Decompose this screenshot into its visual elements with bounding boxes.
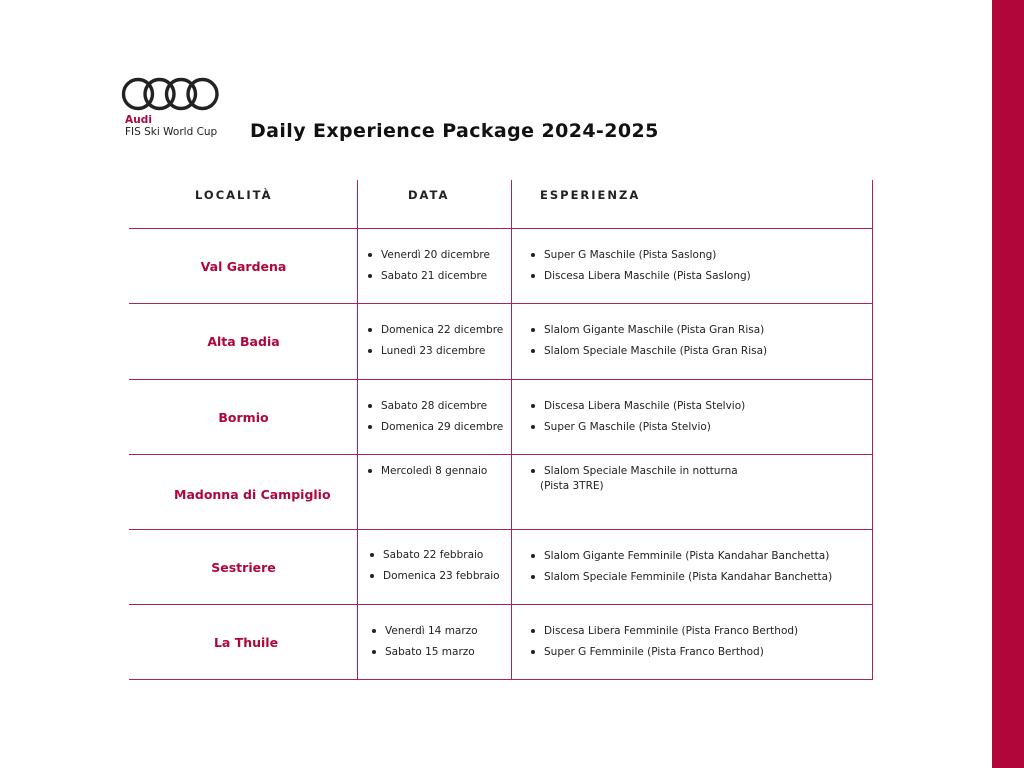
logo-event: FIS Ski World Cup: [125, 126, 218, 138]
experience-table: [129, 180, 873, 680]
column-header-date: DATA: [408, 188, 450, 202]
experience-list: [531, 249, 751, 291]
experience-list: [531, 465, 738, 493]
date-list: [370, 549, 500, 591]
experience-item: Slalom Gigante Maschile (Pista Gran Risa): [531, 324, 767, 345]
experience-item: Discesa Libera Maschile (Pista Saslong): [531, 270, 751, 291]
location-name: Alta Badia: [207, 334, 280, 349]
experience-item: Super G Maschile (Pista Stelvio): [531, 421, 745, 442]
page-title: Daily Experience Package 2024-2025: [250, 120, 659, 142]
experience-item: Slalom Gigante Femminile (Pista Kandahar Banchetta): [531, 550, 832, 571]
date-item: Sabato 21 dicembre: [368, 270, 490, 291]
experience-list: [531, 324, 767, 366]
experience-item: Super G Femminile (Pista Franco Berthod): [531, 646, 798, 667]
column-header-experience: ESPERIENZA: [540, 188, 641, 202]
location-name: La Thuile: [213, 635, 279, 650]
date-item: Venerdì 14 marzo: [372, 625, 478, 646]
date-item: Venerdì 20 dicembre: [368, 249, 490, 270]
experience-item: Slalom Speciale Maschile (Pista Gran Risa): [531, 345, 767, 366]
logo-brand: Audi: [125, 114, 153, 126]
side-accent-bar: [992, 0, 1024, 768]
date-list: [368, 465, 487, 486]
experience-list: [531, 400, 745, 442]
location-name: Val Gardena: [200, 259, 287, 274]
date-item: Domenica 23 febbraio: [370, 570, 500, 591]
experience-text-continued: (Pista 3TRE): [540, 480, 604, 492]
experience-item: Super G Maschile (Pista Saslong): [531, 249, 751, 270]
date-item: Domenica 29 dicembre: [368, 421, 503, 442]
location-name: Madonna di Campiglio: [174, 487, 331, 502]
date-item: Sabato 15 marzo: [372, 646, 478, 667]
date-item: Mercoledì 8 gennaio: [368, 465, 487, 486]
date-list: [372, 625, 478, 667]
column-divider: [872, 180, 873, 680]
column-header-location: LOCALITÀ: [195, 188, 273, 202]
date-item: Lunedì 23 dicembre: [368, 345, 503, 366]
experience-item: Slalom Speciale Femminile (Pista Kandahar Banchetta): [531, 571, 832, 592]
date-list: [368, 400, 503, 442]
date-item: Domenica 22 dicembre: [368, 324, 503, 345]
date-item: Sabato 22 febbraio: [370, 549, 500, 570]
date-list: [368, 324, 503, 366]
experience-item: [531, 465, 738, 493]
experience-list: [531, 625, 798, 667]
audi-rings-icon: [121, 76, 219, 112]
experience-item: Discesa Libera Femminile (Pista Franco Berthod): [531, 625, 798, 646]
experience-text: Slalom Speciale Maschile in notturna: [544, 465, 738, 477]
experience-list: [531, 550, 832, 592]
location-name: Bormio: [218, 410, 269, 425]
location-name: Sestriere: [211, 560, 276, 575]
date-item: Sabato 28 dicembre: [368, 400, 503, 421]
experience-item: Discesa Libera Maschile (Pista Stelvio): [531, 400, 745, 421]
audi-logo: [121, 76, 243, 140]
column-divider: [511, 180, 512, 680]
date-list: [368, 249, 490, 291]
